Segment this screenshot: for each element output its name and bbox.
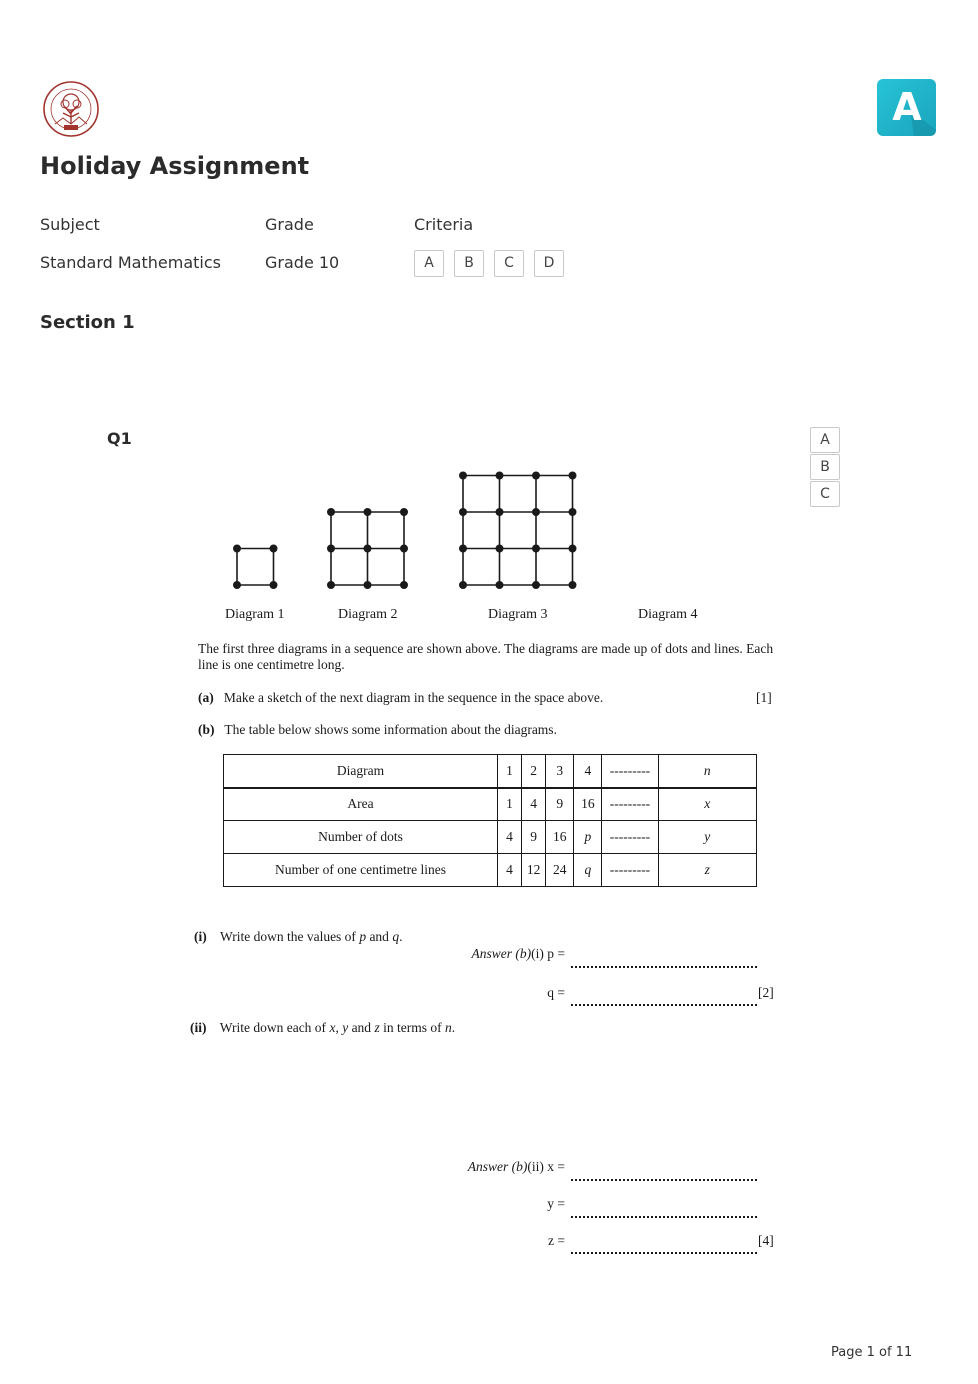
criteria-badge-b: B	[454, 250, 484, 277]
part-ii	[190, 1020, 455, 1036]
criteria-badge-a: A	[414, 250, 444, 277]
diagram-3-dot	[496, 509, 502, 515]
answer-x-label: Answer (b)(ii) x =	[467, 1159, 565, 1174]
subject-label: Subject	[40, 215, 100, 234]
diagram-4-label: Diagram 4	[638, 607, 698, 622]
answer-p-label: Answer (b)(i) p =	[471, 946, 565, 961]
table-cell: 2	[522, 755, 546, 788]
part-b-label: (b)	[198, 722, 215, 737]
table-cell: ---------	[602, 821, 658, 854]
table-cell: 4	[574, 755, 602, 788]
diagram-1-dot	[270, 545, 276, 551]
table-cell: q	[574, 854, 602, 887]
table-cell: ---------	[602, 755, 658, 788]
answer-y-label: y =	[547, 1196, 565, 1211]
diagram-2-dot	[401, 582, 407, 588]
question-criteria-b: B	[810, 454, 840, 480]
answer-z-label: z =	[548, 1233, 565, 1248]
table-cell: 16	[574, 788, 602, 821]
table-cell: Number of dots	[224, 821, 498, 854]
answer-q-line[interactable]	[571, 991, 757, 1010]
diagram-3-dot	[496, 582, 502, 588]
diagram-2-dot	[401, 545, 407, 551]
table-cell: ---------	[602, 854, 658, 887]
table-cell: 4	[522, 788, 546, 821]
question-criteria-c: C	[810, 481, 840, 507]
part-ii-text: Write down each of x, y and z in terms of n.	[219, 1020, 456, 1035]
table-cell: p	[574, 821, 602, 854]
criteria-badge-c: C	[494, 250, 524, 277]
part-i-text: Write down the values of p and q.	[220, 929, 403, 944]
diagram-2-dot	[328, 545, 334, 551]
diagram-2-dot	[328, 509, 334, 515]
school-logo	[41, 80, 101, 138]
diagram-3-dot	[533, 509, 539, 515]
diagram-3-label: Diagram 3	[488, 607, 548, 622]
diagram-3-dot	[533, 582, 539, 588]
table-row	[224, 821, 757, 854]
diagram-2-label: Diagram 2	[338, 607, 398, 622]
answer-z-line[interactable]	[571, 1239, 757, 1258]
table-cell: x	[658, 788, 756, 821]
part-a-marks: [1]	[756, 690, 772, 705]
part-ii-label: (ii)	[190, 1020, 207, 1035]
info-table	[223, 754, 757, 887]
diagram-1-label: Diagram 1	[225, 607, 285, 622]
table-cell: 9	[546, 788, 574, 821]
table-row	[224, 854, 757, 887]
svg-text:A: A	[892, 85, 922, 129]
diagram-3-dot	[460, 582, 466, 588]
table-cell: 1	[498, 755, 522, 788]
part-i-label: (i)	[194, 929, 207, 944]
table-cell: 4	[498, 854, 522, 887]
part-a-text: Make a sketch of the next diagram in the sequence in the space above.	[223, 690, 604, 705]
table-cell: Area	[224, 788, 498, 821]
diagram-1-dot	[234, 545, 240, 551]
grade-label: Grade	[265, 215, 314, 234]
question-label: Q1	[107, 429, 132, 448]
table-cell: 4	[498, 821, 522, 854]
table-row	[224, 788, 757, 821]
table-cell: z	[658, 854, 756, 887]
part-a	[198, 690, 603, 706]
subject-value: Standard Mathematics	[40, 253, 221, 272]
diagram-3-dot	[569, 582, 575, 588]
diagram-2-dot	[364, 582, 370, 588]
question-intro: The first three diagrams in a sequence are shown above. The diagrams are made up of dots and lines. Each line is one centimetre long.	[198, 641, 774, 672]
table-cell: Number of one centimetre lines	[224, 854, 498, 887]
table-cell: 12	[522, 854, 546, 887]
diagram-3-dot	[569, 545, 575, 551]
part-ii-marks: [4]	[758, 1233, 774, 1248]
part-i	[194, 929, 402, 945]
sequence-diagrams	[220, 465, 600, 600]
diagram-3-dot	[460, 545, 466, 551]
brand-logo	[876, 78, 938, 138]
diagram-3-dot	[460, 509, 466, 515]
question-criteria-a: A	[810, 427, 840, 453]
answer-p-line[interactable]	[571, 953, 757, 972]
diagram-1-dot	[270, 582, 276, 588]
page-number: Page 1 of 11	[831, 1345, 913, 1360]
part-b	[198, 722, 557, 738]
page-title: Holiday Assignment	[40, 152, 310, 180]
table-cell: n	[658, 755, 756, 788]
table-cell: Diagram	[224, 755, 498, 788]
diagram-2-dot	[364, 545, 370, 551]
table-cell: ---------	[602, 788, 658, 821]
diagram-1-dot	[234, 582, 240, 588]
table-cell: 3	[546, 755, 574, 788]
table-cell: 24	[546, 854, 574, 887]
diagram-2-dot	[328, 582, 334, 588]
criteria-label: Criteria	[414, 215, 474, 234]
answer-q-label: q =	[547, 985, 565, 1000]
diagram-3-dot	[569, 472, 575, 478]
part-a-label: (a)	[198, 690, 214, 705]
section-title: Section 1	[40, 312, 135, 333]
diagram-2-dot	[364, 509, 370, 515]
diagram-3-dot	[569, 509, 575, 515]
answer-x-line[interactable]	[571, 1166, 757, 1185]
table-cell: 1	[498, 788, 522, 821]
table-cell: 16	[546, 821, 574, 854]
diagram-3-dot	[496, 472, 502, 478]
part-b-text: The table below shows some information about the diagrams.	[224, 722, 557, 737]
grade-value: Grade 10	[265, 253, 340, 272]
table-cell: 9	[522, 821, 546, 854]
criteria-badge-d: D	[534, 250, 564, 277]
table-row	[224, 755, 757, 788]
diagram-3-dot	[460, 472, 466, 478]
part-i-marks: [2]	[758, 985, 774, 1000]
diagram-3-dot	[496, 545, 502, 551]
answer-y-line[interactable]	[571, 1203, 757, 1222]
table-cell: y	[658, 821, 756, 854]
diagram-3-dot	[533, 545, 539, 551]
diagram-3-dot	[533, 472, 539, 478]
diagram-2-dot	[401, 509, 407, 515]
